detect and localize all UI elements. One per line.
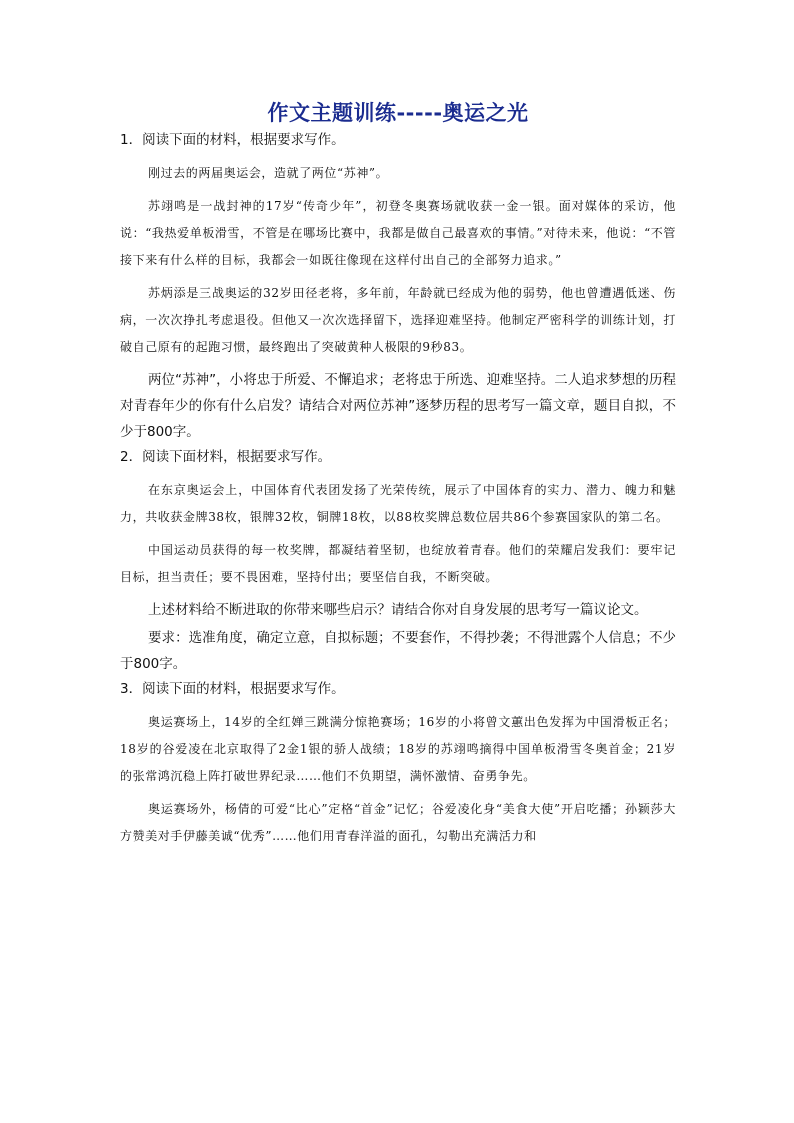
document-page [120, 98, 676, 856]
question-2-material-2: 中国运动员获得的每一枚奖牌，都凝结着坚韧，也绽放着青春。他们的荣耀启发我们：要牢记目标，担当责任；要不畏困难，坚持付出；要坚信自我，不断突破。 [120, 543, 676, 584]
question-3-material-2: 奥运赛场外，杨倩的可爱“比心”定格“首金”记忆；谷爱凌化身“美食大使”开启吃播；孙颖莎大方赞美对手伊藤美诚“优秀”……他们用青春洋溢的面孔，勾勒出充满活力和 [120, 802, 676, 843]
question-1-material-1: 刚过去的两届奥运会，造就了两位“苏神”。 [148, 166, 389, 180]
question-2 [120, 447, 676, 677]
question-2-prompt: 上述材料给不断进取的你带来哪些启示？请结合你对自身发展的思考写一篇议论文。 [148, 602, 648, 618]
question-1-material-2: 苏翊鸣是一战封神的17岁“传奇少年”，初登冬奥赛场就收获一金一银。面对媒体的采访，他说：“我热爱单板滑雪，不管是在哪场比赛中，我都是做自己最喜欢的事情。”对待未来，他说：“不管接下来有什么样的目标，我都会一如既往像现在这样付出自己的全部努力追求。” [120, 199, 677, 267]
question-1-material-3: 苏炳添是三战奥运的32岁田径老将，多年前，年龄就已经成为他的弱势，他也曾遭遇低迷、伤病，一次次挣扎考虑退役。但他又一次次选择留下，选择迎难坚持。他制定严密科学的训练计划，打破自己原有的起跑习惯，最终跑出了突破黄种人极限的9秒83。 [120, 286, 676, 354]
question-2-requirement: 要求：选准角度，确定立意，自拟标题；不要套作，不得抄袭；不得泄露个人信息；不少于800字。 [120, 630, 676, 672]
document-title: 作文主题训练-----奥运之光 [267, 101, 529, 125]
question-3-material-1: 奥运赛场上，14岁的全红婵三跳满分惊艳赛场；16岁的小将曾文蕙出色发挥为中国滑板正名；18岁的谷爱凌在北京取得了2金1银的骄人战绩；18岁的苏翊鸣摘得中国单板滑雪冬奥首金；21岁的张常鸿沉稳上阵打破世界纪录……他们不负期望，满怀激情、奋勇争先。 [120, 715, 676, 783]
question-3-heading: 3．阅读下面的材料，根据要求写作。 [120, 681, 345, 697]
question-1 [120, 130, 676, 445]
question-2-heading: 2．阅读下面材料，根据要求写作。 [120, 449, 332, 465]
question-3 [120, 679, 676, 850]
question-1-requirement: 两位“苏神”，小将忠于所爱、不懈追求；老将忠于所选、迎难坚持。二人追求梦想的历程对青春年少的你有什么启发？请结合对两位苏神”逐梦历程的思考写一篇文章，题目自拟，不少于800字。 [120, 372, 676, 440]
question-1-heading: 1．阅读下面的材料，根据要求写作。 [120, 132, 345, 148]
question-2-material-1: 在东京奥运会上，中国体育代表团发扬了光荣传统，展示了中国体育的实力、潜力、魄力和魅力，共收获金牌38枚，银牌32枚，铜牌18枚，以88枚奖牌总数位居共86个参赛国家队的第二名。 [120, 483, 676, 524]
